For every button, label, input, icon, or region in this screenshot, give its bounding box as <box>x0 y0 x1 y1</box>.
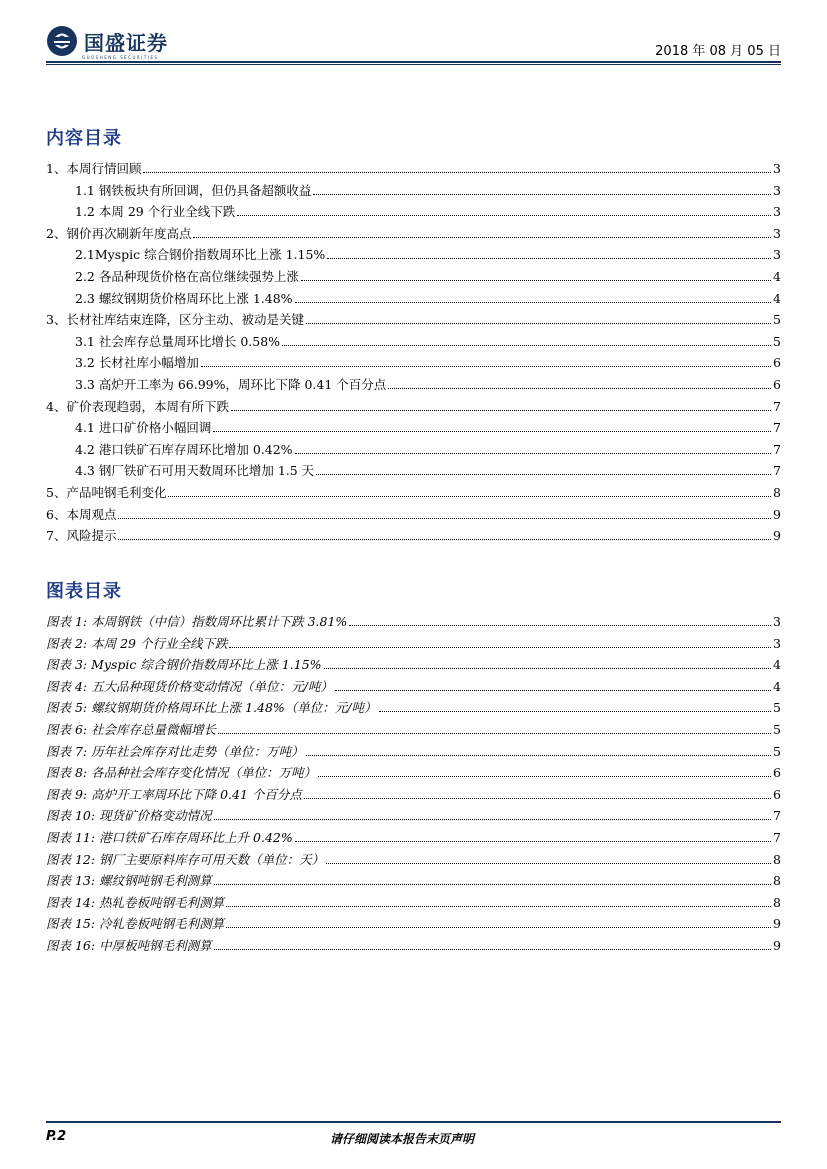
dot-leader <box>282 345 771 346</box>
report-date: 2018 年 08 月 05 日 <box>655 44 781 59</box>
dot-leader <box>324 668 772 669</box>
toc-entry-page: 4 <box>773 290 781 306</box>
dot-leader <box>295 841 771 842</box>
toc-entry-label: 3.3 高炉开工率为 66.99%，周环比下降 0.41 个百分点 <box>75 377 387 392</box>
dot-leader <box>231 410 771 411</box>
figure-entry-label: 图表 13: 螺纹钢吨钢毛利测算 <box>46 873 212 889</box>
dot-leader <box>313 194 771 195</box>
dot-leader <box>214 949 771 950</box>
dot-leader <box>193 237 771 238</box>
toc-entry[interactable] <box>46 308 781 328</box>
toc-entry-label: 2、钢价再次刷新年度高点 <box>46 225 192 241</box>
toc-entry-label: 1.1 钢铁板块有所回调，但仍具备超额收益 <box>75 182 312 198</box>
toc-entry-page: 3 <box>773 204 781 220</box>
toc-entry-page: 4 <box>773 269 781 284</box>
dot-leader <box>304 798 771 799</box>
toc-entry-label: 1.2 本周 29 个行业全线下跌 <box>75 204 236 220</box>
figure-entry-label: 图表 15: 冷轧卷板吨钢毛利测算 <box>46 916 225 932</box>
toc-entry[interactable] <box>46 222 781 242</box>
dot-leader <box>118 539 771 540</box>
figure-entry[interactable] <box>46 653 781 673</box>
toc-entry-page: 3 <box>773 247 781 263</box>
toc-entry-page: 7 <box>773 441 781 457</box>
toc-entry[interactable] <box>46 157 781 177</box>
toc-entry-label: 3.2 长材社库小幅增加 <box>75 355 199 371</box>
figure-entry-label: 图表 11: 港口铁矿石库存周环比上升 0.42% <box>46 830 293 845</box>
figure-entry[interactable] <box>46 675 781 695</box>
dot-leader <box>201 366 771 367</box>
toc-entry-label: 4.1 进口矿价格小幅回调 <box>75 420 212 436</box>
dot-leader <box>214 884 771 885</box>
toc-entry[interactable] <box>75 287 781 307</box>
toc-entry-label: 2.1Myspic 综合钢价指数周环比上涨 1.15% <box>75 247 326 263</box>
dot-leader <box>335 690 771 691</box>
figure-entry[interactable] <box>46 718 781 738</box>
figure-entry-page: 8 <box>773 873 781 889</box>
figure-entry[interactable] <box>46 934 781 954</box>
figure-entry-page: 7 <box>773 830 781 845</box>
dot-leader <box>168 496 771 497</box>
figure-entry-page: 9 <box>773 938 781 953</box>
toc-entry-page: 5 <box>773 333 781 349</box>
toc-entry-label: 2.3 螺纹钢期货价格周环比上涨 1.48% <box>75 290 293 306</box>
figure-entry[interactable] <box>46 696 781 716</box>
figure-entry[interactable] <box>46 826 781 846</box>
toc-entry[interactable] <box>46 395 781 415</box>
figure-entry-label: 图表 12: 钢厂主要原料库存可用天数（单位：天） <box>46 851 325 867</box>
figure-entry-label: 图表 6: 社会库存总量微幅增长 <box>46 722 217 737</box>
figure-entry-page: 9 <box>773 916 781 932</box>
brand-logo-icon <box>46 25 78 57</box>
toc-entry-label: 3、长材社库结束连降，区分主动、被动是关键 <box>46 312 304 328</box>
figure-entry-page: 6 <box>773 765 781 781</box>
toc-entry-label: 1、本周行情回顾 <box>46 161 142 176</box>
figure-entry-page: 4 <box>773 678 781 694</box>
figure-list-title: 图表目录 <box>46 581 122 602</box>
dot-leader <box>229 647 771 648</box>
figure-entry-label: 图表 7: 历年社会库存对比走势（单位：万吨） <box>46 743 304 759</box>
figure-entry-page: 4 <box>773 657 781 673</box>
toc-title: 内容目录 <box>46 128 122 149</box>
dot-leader <box>226 906 771 907</box>
figure-entry[interactable] <box>46 632 781 652</box>
figure-entry-page: 5 <box>773 722 781 737</box>
toc-entry-label: 3.1 社会库存总量周环比增长 0.58% <box>75 333 281 349</box>
figure-entry-page: 3 <box>773 635 781 651</box>
toc-entry[interactable] <box>75 243 781 263</box>
toc-entry[interactable] <box>75 373 781 393</box>
toc-entry[interactable] <box>75 330 781 350</box>
toc-entry-page: 9 <box>773 506 781 522</box>
toc-entry[interactable] <box>75 200 781 220</box>
figure-entry-page: 5 <box>773 743 781 759</box>
dot-leader <box>118 518 771 519</box>
page-header <box>46 24 781 64</box>
dot-leader <box>379 711 772 712</box>
toc-entry-page: 9 <box>773 528 781 544</box>
toc-entry[interactable] <box>75 351 781 371</box>
toc-entry-page: 3 <box>773 182 781 198</box>
figure-entry-label: 图表 16: 中厚板吨钢毛利测算 <box>46 938 212 953</box>
toc-entry[interactable] <box>46 524 781 544</box>
dot-leader <box>237 215 771 216</box>
figure-entry-label: 图表 2: 本周 29 个行业全线下跌 <box>46 635 228 651</box>
figure-entry-label: 图表 9: 高炉开工率周环比下降 0.41 个百分点 <box>46 786 302 802</box>
toc-entry-page: 6 <box>773 377 781 392</box>
dot-leader <box>214 819 771 820</box>
dot-leader <box>226 927 771 928</box>
figure-entry-label: 图表 14: 热轧卷板吨钢毛利测算 <box>46 894 225 910</box>
header-rule-thin <box>46 64 781 65</box>
toc-entry-page: 3 <box>773 225 781 241</box>
toc-entry-page: 8 <box>773 485 781 500</box>
figure-entry[interactable] <box>46 869 781 889</box>
figure-entry[interactable] <box>46 848 781 868</box>
toc-entry[interactable] <box>46 481 781 501</box>
toc-entry-label: 4.2 港口铁矿石库存周环比增加 0.42% <box>75 441 293 457</box>
dot-leader <box>218 733 771 734</box>
toc-entry-page: 7 <box>773 463 781 479</box>
footer-rule <box>46 1121 781 1123</box>
figure-entry[interactable] <box>46 783 781 803</box>
figure-entry-page: 7 <box>773 808 781 824</box>
dot-leader <box>143 172 771 173</box>
figure-entry[interactable] <box>46 740 781 760</box>
dot-leader <box>327 258 771 259</box>
figure-entry-label: 图表 3: Myspic 综合钢价指数周环比上涨 1.15% <box>46 657 322 673</box>
figure-entry-page: 8 <box>773 894 781 910</box>
figure-entry-label: 图表 1: 本周钢铁（中信）指数周环比累计下跌 3.81% <box>46 614 348 629</box>
figure-entry-page: 5 <box>773 700 781 716</box>
dot-leader <box>316 474 771 475</box>
figure-entry-page: 3 <box>773 614 781 629</box>
dot-leader <box>295 453 772 454</box>
toc-entry-page: 6 <box>773 355 781 371</box>
disclaimer-note: 请仔细阅读本报告末页声明 <box>330 1132 475 1146</box>
toc-entry-page: 7 <box>773 398 781 414</box>
toc-entry-label: 4、矿价表现趋弱，本周有所下跌 <box>46 398 229 414</box>
toc-entry[interactable] <box>75 459 781 479</box>
toc-entry-label: 4.3 钢厂铁矿石可用天数周环比增加 1.5 天 <box>75 463 315 479</box>
page-number: P.2 <box>46 1129 67 1144</box>
figure-entry[interactable] <box>46 761 781 781</box>
figure-entry-label: 图表 4: 五大品种现货价格变动情况（单位：元/吨） <box>46 678 333 694</box>
dot-leader <box>301 280 771 281</box>
toc-entry-label: 7、风险提示 <box>46 528 117 544</box>
figure-entry-page: 8 <box>773 851 781 867</box>
dot-leader <box>306 323 771 324</box>
dot-leader <box>306 755 771 756</box>
figure-entry-label: 图表 5: 螺纹钢期货价格周环比上涨 1.48%（单位：元/吨） <box>46 700 377 716</box>
toc-entry-page: 3 <box>773 161 781 176</box>
brand-name: 国盛证券 <box>84 30 168 55</box>
dot-leader <box>326 863 771 864</box>
brand-logo <box>46 24 168 58</box>
toc-entry[interactable] <box>75 438 781 458</box>
dot-leader <box>388 388 771 389</box>
toc-entry[interactable] <box>75 265 781 285</box>
toc-entry[interactable] <box>75 179 781 199</box>
toc-entry[interactable] <box>46 503 781 523</box>
figure-entry[interactable] <box>46 891 781 911</box>
toc-entry-label: 5、产品吨钢毛利变化 <box>46 485 167 500</box>
figure-entry[interactable] <box>46 610 781 630</box>
toc-entry[interactable] <box>75 416 781 436</box>
toc-entry-page: 5 <box>773 312 781 328</box>
dot-leader <box>318 776 771 777</box>
dot-leader <box>295 302 772 303</box>
toc-entry-label: 6、本周观点 <box>46 506 117 522</box>
figure-entry-label: 图表 10: 现货矿价格变动情况 <box>46 808 212 824</box>
figure-entry[interactable] <box>46 804 781 824</box>
toc-entry-label: 2.2 各品种现货价格在高位继续强势上涨 <box>75 269 299 284</box>
dot-leader <box>213 431 771 432</box>
header-rule <box>46 61 781 63</box>
brand-subtitle: GUOSHENG SECURITIES <box>82 55 159 60</box>
figure-entry[interactable] <box>46 912 781 932</box>
toc-entry-page: 7 <box>773 420 781 436</box>
dot-leader <box>349 625 771 626</box>
figure-entry-label: 图表 8: 各品种社会库存变化情况（单位：万吨） <box>46 765 317 781</box>
figure-entry-page: 6 <box>773 786 781 802</box>
